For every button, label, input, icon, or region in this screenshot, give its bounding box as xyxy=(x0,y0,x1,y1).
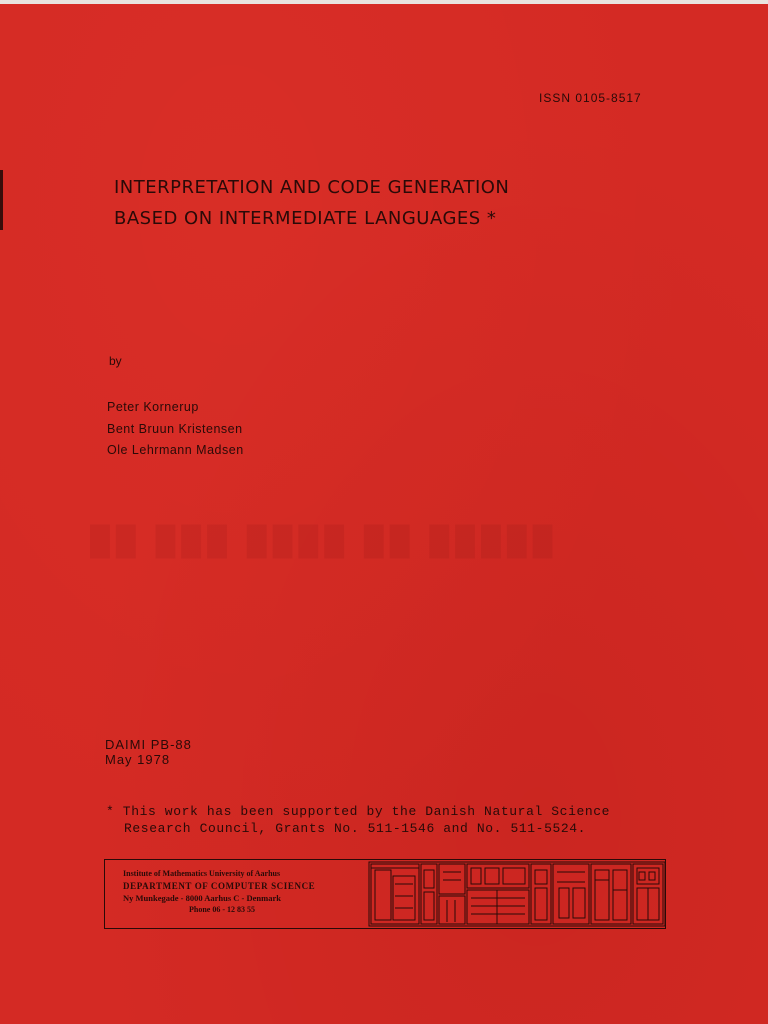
institution-address xyxy=(123,868,363,916)
funding-footnote xyxy=(106,803,610,837)
report-number: DAIMI PB-88 xyxy=(105,737,192,752)
binding-shadow xyxy=(0,170,3,230)
report-title xyxy=(114,172,674,234)
department-line: DEPARTMENT OF COMPUTER SCIENCE xyxy=(123,881,316,891)
street-address-line: Ny Munkegade - 8000 Aarhus C - Denmark xyxy=(123,893,281,903)
by-label: by xyxy=(109,354,122,368)
institute-line: Institute of Mathematics University of Aarhus xyxy=(123,869,281,878)
author-name: Peter Kornerup xyxy=(107,400,199,414)
report-date: May 1978 xyxy=(105,752,171,767)
title-line-1: INTERPRETATION AND CODE GENERATION xyxy=(114,177,510,198)
author-list xyxy=(107,397,244,462)
footnote-line-1: * This work has been supported by the Danish Natural Science xyxy=(106,804,611,819)
author-name: Ole Lehrmann Madsen xyxy=(107,443,244,457)
author-name: Bent Bruun Kristensen xyxy=(107,421,243,436)
report-info xyxy=(105,737,192,767)
footnote-line-2: Research Council, Grants No. 511-1546 and No. 511-5524. xyxy=(124,821,587,836)
phone-line: Phone 06 - 12 83 55 xyxy=(189,905,255,914)
paper-edge xyxy=(0,0,768,4)
issn-number: ISSN 0105-8517 xyxy=(539,91,642,105)
show-through-bleed: ██ ███ ████ ██ █████ xyxy=(90,525,559,556)
title-line-2: BASED ON INTERMEDIATE LANGUAGES * xyxy=(114,208,497,229)
institution-box xyxy=(104,859,666,929)
department-logo-graphic xyxy=(367,860,667,928)
